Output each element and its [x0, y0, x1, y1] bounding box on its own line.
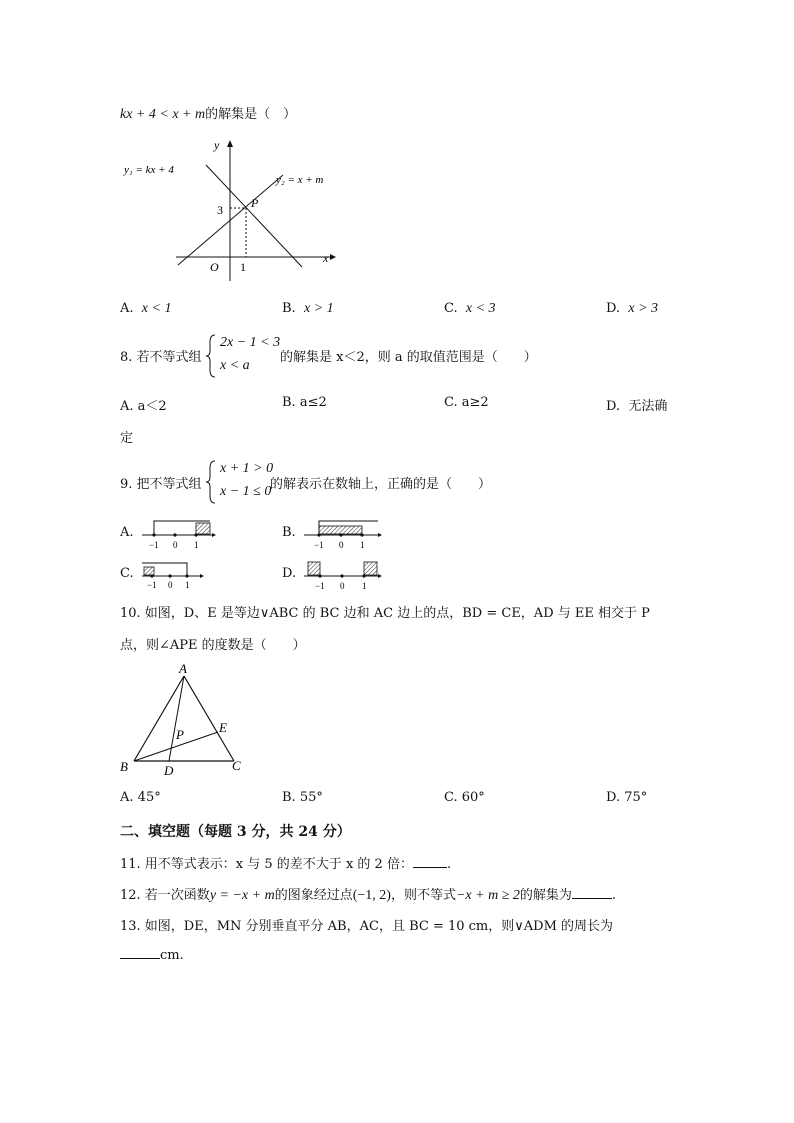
q7-x-arrow	[330, 254, 336, 260]
q7-tick-y: 3	[217, 203, 223, 217]
q10-line1: 10. 如图，D、E 是等边∨ABC 的 BC 边和 AC 边上的点，BD = CE，AD 与 EE 相交于 P	[120, 606, 650, 621]
q7-label-y1: y₁ = kx + 4	[124, 164, 174, 176]
q8-system-row2: x < a	[220, 358, 250, 373]
section-2-title: 二、填空题（每题 3 分，共 24 分）	[120, 824, 351, 840]
q7-tick-x: 1	[240, 260, 246, 274]
q9-option-b[interactable]: B.	[282, 525, 296, 540]
q7-stem	[120, 103, 296, 123]
q8-system-row1: 2x − 1 < 3	[220, 335, 281, 350]
q7-option-d[interactable]: D. x > 3	[606, 301, 659, 316]
q9a-tick-neg1: −1	[149, 540, 159, 550]
q9-system-row2: x − 1 ≤ 0	[220, 484, 272, 499]
q13-line2: cm.	[120, 946, 184, 963]
q11: 11. 用不等式表示：x 与 5 的差不大于 x 的 2 倍： .	[120, 857, 452, 872]
q8-option-d-wrap: 定	[120, 431, 134, 446]
q9-numberline-d[interactable]	[302, 556, 386, 592]
q7-y-arrow	[227, 140, 233, 147]
q9-brace	[206, 460, 216, 504]
q9-numberline-c[interactable]	[140, 558, 210, 592]
q8-option-a[interactable]: A. a＜2	[120, 399, 167, 414]
q7-origin-label: O	[210, 260, 219, 274]
q7-stem-math: kx + 4 < x + m	[120, 107, 206, 122]
q9-numberline-a[interactable]	[140, 515, 220, 551]
q7-axis-y-label: y	[214, 138, 220, 152]
q7-option-b[interactable]: B. x > 1	[282, 301, 334, 316]
q8-option-d[interactable]: D. 无法确	[606, 399, 668, 414]
q9-prefix: 9. 把不等式组	[120, 477, 202, 492]
q7-stem-text: 的解集是（ ）	[205, 107, 297, 122]
q9-option-c[interactable]: C.	[120, 566, 134, 581]
q7-label-y2: y₂ = x + m	[276, 174, 324, 186]
q13-answer-blank[interactable]	[120, 946, 160, 959]
q10-label-b: B	[120, 759, 128, 774]
q10-label-a: A	[179, 661, 187, 676]
q12-answer-blank[interactable]	[572, 886, 612, 899]
q9b-tick-neg1: −1	[314, 540, 324, 550]
q9c-tick-0: 0	[168, 580, 173, 590]
q9d-tick-neg1: −1	[315, 581, 325, 591]
q7-option-a[interactable]: A. x < 1	[120, 301, 172, 316]
q8-system	[206, 334, 286, 378]
q9a-tick-1: 1	[194, 540, 199, 550]
q8-brace	[206, 334, 216, 378]
q7-option-c[interactable]: C. x < 3	[444, 301, 496, 316]
q8-suffix: 的解集是 x＜2，则 a 的取值范围是（ ）	[280, 350, 537, 365]
q9c-tick-neg1: −1	[147, 580, 157, 590]
q9b-tick-1: 1	[360, 540, 365, 550]
q10-option-b[interactable]: B. 55°	[282, 790, 323, 805]
q7-graph	[118, 135, 358, 285]
q9-numberline-b[interactable]	[302, 515, 386, 551]
q9-option-a[interactable]: A.	[120, 525, 134, 540]
q10-label-e: E	[219, 720, 227, 735]
q9b-tick-0: 0	[339, 540, 344, 550]
q10-label-c: C	[232, 758, 241, 773]
q10-side-ac	[184, 676, 234, 761]
q11-answer-blank[interactable]	[413, 855, 447, 868]
q9-option-d[interactable]: D.	[282, 566, 297, 581]
q7-point-p: P	[251, 196, 259, 210]
q10-line2: 点，则∠APE 的度数是（ ）	[120, 638, 306, 653]
q9d-tick-1: 1	[362, 581, 367, 591]
q13-line1: 13. 如图，DE，MN 分别垂直平分 AB，AC，且 BC = 10 cm，则∨ADM 的周长为	[120, 919, 614, 934]
q8-option-b[interactable]: B. a≤2	[282, 395, 327, 410]
q9d-tick-0: 0	[340, 581, 345, 591]
q11-text: 11. 用不等式表示：x 与 5 的差不大于 x 的 2 倍：	[120, 857, 413, 872]
q10-label-d: D	[164, 763, 174, 778]
q10-option-a[interactable]: A. 45°	[120, 790, 161, 805]
q12: 12. 若一次函数y = −x + m的图象经过点(−1, 2)，则不等式−x + m ≥ 2的解集为 .	[120, 888, 617, 903]
q7-axis-x-label: x	[323, 251, 329, 265]
q9a-tick-0: 0	[173, 540, 178, 550]
q8-prefix: 8. 若不等式组	[120, 350, 202, 365]
q9-suffix: 的解表示在数轴上，正确的是（ ）	[270, 477, 492, 492]
q10-triangle-figure	[118, 660, 258, 780]
q8-option-c[interactable]: C. a≥2	[444, 395, 489, 410]
q9-system-row1: x + 1 > 0	[220, 461, 274, 476]
q10-option-d[interactable]: D. 75°	[606, 790, 648, 805]
q9c-tick-1: 1	[185, 580, 190, 590]
q10-option-c[interactable]: C. 60°	[444, 790, 485, 805]
q10-label-p: P	[176, 727, 184, 742]
